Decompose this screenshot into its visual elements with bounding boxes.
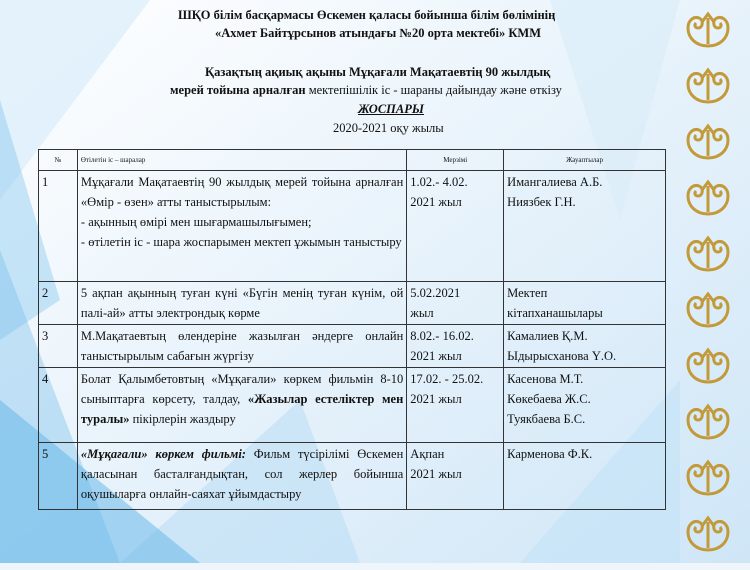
table-row [39, 325, 666, 368]
row-event [77, 171, 406, 282]
date-line: 17.02. - 25.02. [410, 372, 484, 386]
row-number: 4 [39, 368, 78, 443]
row-number: 1 [39, 171, 78, 282]
responsible-line: Камалиев Қ.М. [507, 329, 588, 343]
row-responsible [504, 171, 666, 282]
row-responsible [504, 368, 666, 443]
event-line: 5 ақпан ақынның туған күні «Бүгін менің туған күнім, ой палі-ай» атты электрондық көрме [80, 286, 404, 320]
header-number: № [39, 150, 78, 171]
header-line-4-bold: мерей тойына арналған [170, 83, 306, 97]
event-quote-bold: «Жазылар естеліктер мен туралы» [80, 392, 404, 426]
table-row [39, 368, 666, 443]
header-line-4 [170, 83, 562, 98]
row-event [77, 443, 406, 510]
row-date [407, 443, 504, 510]
row-date [407, 282, 504, 325]
row-responsible [504, 325, 666, 368]
row-number: 5 [39, 443, 78, 510]
row-number: 2 [39, 282, 78, 325]
table-header-row [39, 150, 666, 171]
event-text: Фильм түсірілімі Өскемен қаласынан басталғандықтан, сол жерлер бойынша оқушыларға онлайн-саяхат ұйымдастыру [80, 447, 404, 501]
event-line: - өтілетін іс - шара жоспарымен мектеп ұжымын таныстыру [80, 235, 402, 249]
responsible-line: Ниязбек Г.Н. [507, 195, 576, 209]
responsible-line: Туякбаева Б.С. [507, 412, 586, 426]
header-line-1: ШҚО білім басқармасы Өскемен қаласы бойынша білім бөлімінің [178, 8, 556, 22]
event-line: - ақынның өмірі мен шығармашылығымен; [80, 215, 312, 229]
header-line-3: Қазақтың ақиық ақыны Мұқағали Мақатаевтің 90 жылдық [205, 65, 551, 79]
responsible-line: Имангалиева А.Б. [507, 175, 603, 189]
responsible-line: кітапханашылары [507, 306, 603, 320]
ornament-icon [682, 346, 734, 386]
event-line: Мұқағали Мақатаевтің 90 жылдық мерей тойына арналған «Өмір - өзен» атты таныстырылым: [80, 175, 404, 209]
ornament-icon [682, 234, 734, 274]
row-date [407, 171, 504, 282]
header-events: Өтілетін іс – шаралар [77, 150, 406, 171]
plan-table [38, 149, 666, 510]
event-film-title: «Мұқағали» көркем фильмі: [80, 447, 246, 461]
header-dates: Мерзімі [407, 150, 504, 171]
school-year: 2020-2021 оқу жылы [333, 121, 444, 135]
ornament-icon [682, 514, 734, 554]
ornament-icon [682, 290, 734, 330]
date-line: жыл [410, 306, 434, 320]
row-date [407, 325, 504, 368]
ornament-icon [682, 458, 734, 498]
date-line: 5.02.2021 [410, 286, 461, 300]
header-responsible: Жауаптылар [504, 150, 666, 171]
table-row [39, 443, 666, 510]
header-line-4-rest: мектепішілік іс - шараны дайындау және өткізу [305, 83, 562, 97]
responsible-line: Касенова М.Т. [507, 372, 584, 386]
table-row [39, 282, 666, 325]
event-text: пікірлерін жаздыру [129, 412, 236, 426]
row-event [77, 368, 406, 443]
row-event [77, 325, 406, 368]
date-line: 2021 жыл [410, 349, 462, 363]
row-date [407, 368, 504, 443]
date-line: 2021 жыл [410, 392, 462, 406]
ornament-icon [682, 10, 734, 50]
responsible-line: Көкебаева Ж.С. [507, 392, 591, 406]
ornament-icon [682, 402, 734, 442]
ornament-icon [682, 178, 734, 218]
event-text: Болат Қалымбетовтың «Мұқағали» көркем фильмін 8-10 сыныптарға көрсету, талдау, [80, 372, 404, 406]
ornament-column [682, 10, 742, 570]
ornament-icon [682, 66, 734, 106]
responsible-line: Карменова Ф.К. [507, 447, 593, 461]
header-line-2: «Ахмет Байтұрсынов атындағы №20 орта мектебі» КММ [215, 26, 542, 40]
date-line: 8.02.- 16.02. [410, 329, 474, 343]
date-line: 1.02.- 4.02. [410, 175, 468, 189]
row-number: 3 [39, 325, 78, 368]
plan-title: ЖОСПАРЫ [358, 102, 424, 116]
date-line: Ақпан [410, 447, 445, 461]
event-line: М.Мақатаевтың өлендеріне жазылған әндерге онлайн таныстырылым сабағын жүргізу [80, 329, 404, 363]
date-line: 2021 жыл [410, 467, 462, 481]
responsible-line: Ыдырысханова Ү.О. [507, 349, 617, 363]
row-responsible [504, 443, 666, 510]
row-responsible [504, 282, 666, 325]
row-event [77, 282, 406, 325]
table-row [39, 171, 666, 282]
date-line: 2021 жыл [410, 195, 462, 209]
responsible-line: Мектеп [507, 286, 548, 300]
ornament-icon [682, 122, 734, 162]
